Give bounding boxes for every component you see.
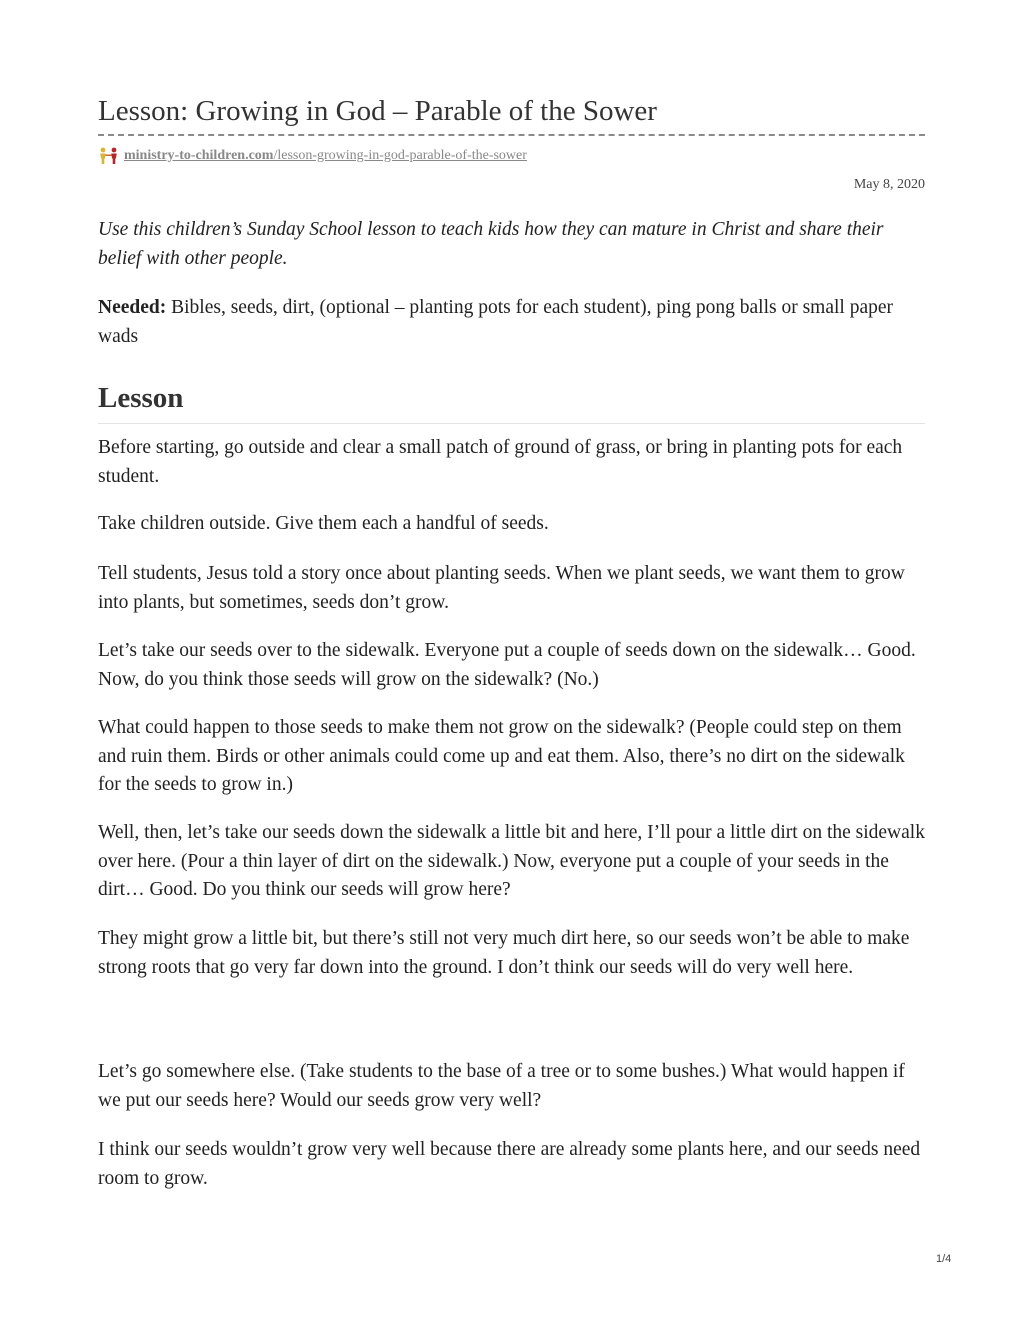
source-line <box>98 146 527 166</box>
source-domain: ministry-to-children.com <box>124 148 274 163</box>
paragraph: Before starting, go outside and clear a small patch of ground of grass, or bring in planting pots for each student. <box>98 437 903 487</box>
paragraph: Let’s take our seeds over to the sidewalk. Everyone put a couple of seeds down on the sidewalk… Good. Now, do you think those seeds will grow on the sidewalk? (No.) <box>98 640 916 690</box>
ministry-to-children-logo-icon <box>98 147 120 165</box>
page-number: 1/4 <box>936 1253 952 1265</box>
paragraph: Let’s go somewhere else. (Take students to the base of a tree or to some bushes.) What would happen if we put our seeds here? Would our seeds grow very well? <box>98 1061 905 1111</box>
source-path: /lesson-growing-in-god-parable-of-the-sower <box>273 148 527 163</box>
paragraph: They might grow a little bit, but there’s still not very much dirt here, so our seeds won’t be able to make strong roots that go very far down into the ground. I don’t think our seeds will do very well here. <box>98 928 910 978</box>
title-divider <box>98 134 925 136</box>
paragraph: I think our seeds wouldn’t grow very well because there are already some plants here, and our seeds need room to grow. <box>98 1139 921 1189</box>
section-divider <box>98 423 925 424</box>
intro-text: Use this children’s Sunday School lesson to teach kids how they can mature in Christ and share their belief with other people. <box>98 219 884 269</box>
needed-text: Bibles, seeds, dirt, (optional – planting pots for each student), ping pong balls or small paper wads <box>98 297 894 347</box>
paragraph: Take children outside. Give them each a handful of seeds. <box>98 513 549 534</box>
needed-materials <box>98 294 925 351</box>
page-title: Lesson: Growing in God – Parable of the Sower <box>98 95 657 127</box>
needed-label: Needed: <box>98 297 167 318</box>
source-link[interactable] <box>124 148 527 164</box>
paragraph: Well, then, let’s take our seeds down the sidewalk a little bit and here, I’ll pour a little dirt on the sidewalk over here. (Pour a thin layer of dirt on the sidewalk.) Now, everyone put a couple of your seeds in the dirt… Good. Do you think our seeds will grow here? <box>98 822 925 900</box>
paragraph: Tell students, Jesus told a story once about planting seeds. When we plant seeds, we want them to grow into plants, but sometimes, seeds don’t grow. <box>98 563 905 613</box>
paragraph: What could happen to those seeds to make them not grow on the sidewalk? (People could step on them and ruin them. Birds or other animals could come up and eat them. Also, there’s no dirt on the sidewalk for the seeds to grow in.) <box>98 717 905 795</box>
publish-date: May 8, 2020 <box>853 177 925 192</box>
section-heading: Lesson <box>98 382 184 414</box>
